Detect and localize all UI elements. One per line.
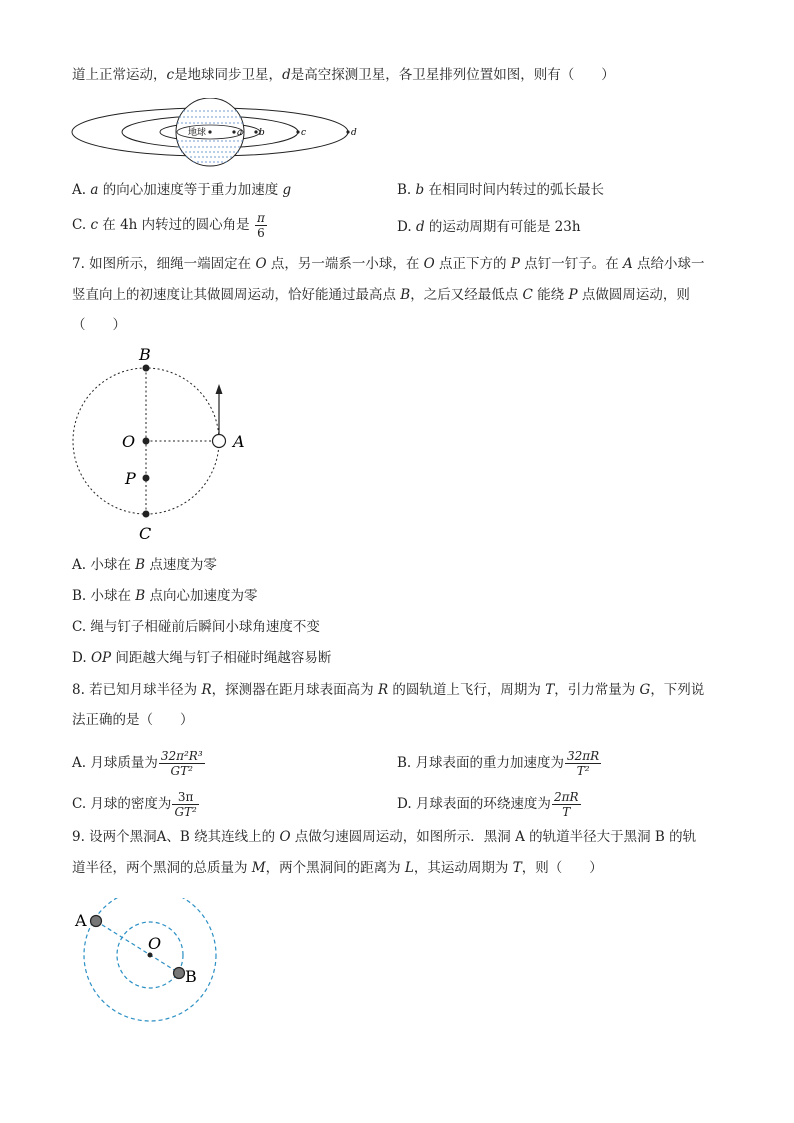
earth-label: 地球 (188, 128, 207, 138)
q6-option-b[interactable]: B. b 在相同时间内转过的弧长最长 (397, 182, 604, 198)
label-A: A (233, 432, 245, 451)
label-a: a (237, 128, 243, 138)
label-C: C (139, 524, 152, 543)
label-B: B (185, 967, 197, 986)
point-O (143, 438, 150, 445)
fraction: $\frac{32\pi R}{\text{T²}}$ (567, 749, 600, 778)
fraction: $\frac{\text{32π²R³}}{\text{GT²}}$ (160, 749, 203, 778)
satellite-orbit-figure (70, 98, 360, 170)
black-hole-figure (70, 898, 230, 1028)
point-C (143, 511, 150, 518)
label-O: O (148, 934, 162, 953)
q6-stem: 道上正常运动，c是地球同步卫星，d是高空探测卫星，各卫星排列位置如图，则有（ ） (72, 67, 615, 83)
q8-stem-line-1: 8. 若已知月球半径为 R，探测器在距月球表面高为 R 的圆轨道上飞行，周期为 T，引力常量为 G，下列说 (72, 682, 705, 698)
fraction: $\frac{3\pi}{\text{GT²}}$ (174, 790, 197, 819)
q7-stem-line-3: （ ） (72, 317, 126, 333)
q8-stem-line-2: 法正确的是（ ） (72, 712, 194, 728)
q7-option-a[interactable]: A. 小球在 B 点速度为零 (72, 557, 217, 573)
q7-option-d[interactable]: D. OP 间距越大绳与钉子相碰时绳越容易断 (72, 650, 332, 666)
q7-option-c[interactable]: C. 绳与钉子相碰前后瞬间小球角速度不变 (72, 619, 320, 635)
q7-option-b[interactable]: B. 小球在 B 点向心加速度为零 (72, 588, 258, 604)
label-b: b (259, 128, 265, 138)
q8-option-c[interactable]: C. 月球的密度为 $\frac{3\pi}{\text{GT²}}$ (72, 790, 197, 819)
label-d: d (351, 128, 357, 138)
velocity-arrow-head (216, 384, 223, 394)
q8-option-d[interactable]: D. 月球表面的环绕速度为 $\frac{2\pi R}{T}$ (397, 790, 579, 819)
black-hole-A (91, 916, 102, 927)
q7-stem-line-2: 竖直向上的初速度让其做圆周运动，恰好能通过最高点 B，之后又经最低点 C 能绕 P 点做圆周运动，则 (72, 287, 690, 303)
fraction: $\frac{2\pi R}{T}$ (553, 790, 579, 819)
satellite-c (296, 130, 299, 133)
circular-motion-figure (60, 340, 260, 545)
point-B (143, 365, 150, 372)
q8-option-a[interactable]: A. 月球质量为 $\frac{\text{32π²R³}}{\text{GT²}}$ (72, 749, 203, 778)
label-P: P (125, 469, 136, 488)
line-A-B (96, 921, 179, 973)
earth-center-dot (208, 130, 211, 133)
label-B: B (139, 345, 151, 364)
q8-option-b[interactable]: B. 月球表面的重力加速度为 $\frac{32\pi R}{\text{T²}}$ (397, 749, 600, 778)
label-c: c (301, 128, 307, 138)
satellite-a (232, 130, 235, 133)
q7-stem-line-1: 7. 如图所示，细绳一端固定在 O 点，另一端系一小球，在 O 点正下方的 P 点钉一钉子。在 A 点给小球一 (72, 256, 705, 272)
satellite-b (254, 130, 257, 133)
q6-option-a[interactable]: A. a 的向心加速度等于重力加速度 g (72, 182, 292, 198)
q6-option-d[interactable]: D. d 的运动周期有可能是 23h (397, 219, 581, 235)
q9-stem-line-1: 9. 设两个黑洞A、B 绕其连线上的 O 点做匀速圆周运动，如图所示．黑洞 A 的轨道半径大于黑洞 B 的轨 (72, 829, 697, 845)
satellite-d (346, 130, 349, 133)
label-A: A (75, 911, 87, 930)
label-O: O (122, 432, 136, 451)
center-O (148, 953, 153, 958)
black-hole-B (174, 968, 185, 979)
q6-option-c[interactable]: C. c 在 4h 内转过的圆心角是 $\frac{\pi}{6}$ (72, 211, 265, 240)
orbit-A (84, 898, 216, 1021)
q9-stem-line-2: 道半径，两个黑洞的总质量为 M，两个黑洞间的距离为 L，其运动周期为 T，则（ ） (72, 860, 603, 876)
fraction: $\frac{\pi}{6}$ (256, 211, 265, 240)
ball-A (213, 435, 226, 448)
point-P (143, 475, 150, 482)
